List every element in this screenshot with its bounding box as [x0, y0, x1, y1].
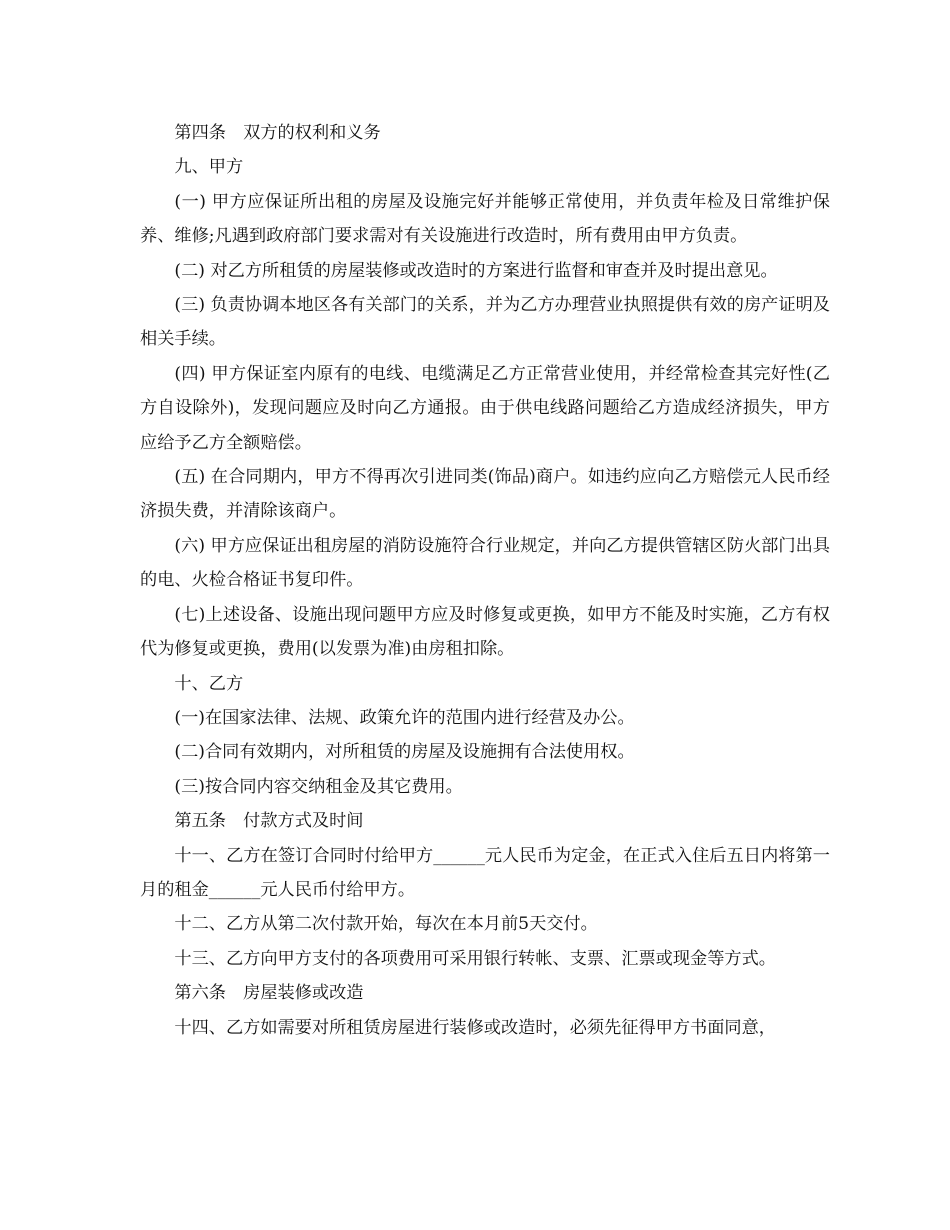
document-body [140, 116, 830, 1045]
clause-9-2: (二) 对乙方所租赁的房屋装修或改造时的方案进行监督和审查并及时提出意见。 [174, 260, 778, 281]
clause-13: 十三、乙方向甲方支付的各项费用可采用银行转帐、支票、汇票或现金等方式。 [174, 948, 776, 969]
clause-9-6: (六) 甲方应保证出租房屋的消防设施符合行业规定，并向乙方提供管辖区防火部门出具的电、火检合格证书复印件。 [140, 535, 830, 591]
clause-14: 十四、乙方如需要对所租赁房屋进行装修或改造时，必须先征得甲方书面同意， [174, 1017, 776, 1038]
clause-11: 十一、乙方在签订合同时付给甲方______元人民币为定金，在正式入住后五日内将第一月的租金______元人民币付给甲方。 [140, 845, 830, 900]
clause-10-2: (二)合同有效期内，对所租赁的房屋及设施拥有合法使用权。 [174, 742, 635, 763]
section-10-heading: 十、乙方 [174, 673, 244, 694]
clause-9-5: (五) 在合同期内，甲方不得再次引进同类(饰品)商户。如违约应向乙方赔偿元人民币经济损失费，并清除该商户。 [140, 467, 830, 522]
article-5-heading: 第五条 付款方式及时间 [174, 811, 364, 832]
article-6-heading: 第六条 房屋装修或改造 [174, 983, 364, 1004]
section-9-heading: 九、甲方 [174, 157, 244, 178]
article-4-heading: 第四条 双方的权利和义务 [174, 123, 381, 143]
clause-9-4: (四) 甲方保证室内原有的电线、电缆满足乙方正常营业使用，并经常检查其完好性(乙方自设除外)，发现问题应及时向乙方通报。由于供电线路问题给乙方造成经济损失，甲方应给予乙方全额赔偿。 [140, 363, 830, 453]
clause-12: 十二、乙方从第二次付款开始，每次在本月前5天交付。 [174, 914, 598, 935]
clause-9-7: (七)上述设备、设施出现问题甲方应及时修复或更换，如甲方不能及时实施，乙方有权代为修复或更换，费用(以发票为准)由房租扣除。 [140, 604, 830, 660]
clause-9-3: (三) 负责协调本地区各有关部门的关系，并为乙方办理营业执照提供有效的房产证明及相关手续。 [140, 295, 830, 350]
clause-10-1: (一)在国家法律、法规、政策允许的范围内进行经营及办公。 [174, 707, 635, 728]
clause-9-1: (一) 甲方应保证所出租的房屋及设施完好并能够正常使用，并负责年检及日常维护保养、维修;凡遇到政府部门要求需对有关设施进行改造时，所有费用由甲方负责。 [140, 191, 830, 247]
clause-10-3: (三)按合同内容交纳租金及其它费用。 [174, 776, 463, 797]
